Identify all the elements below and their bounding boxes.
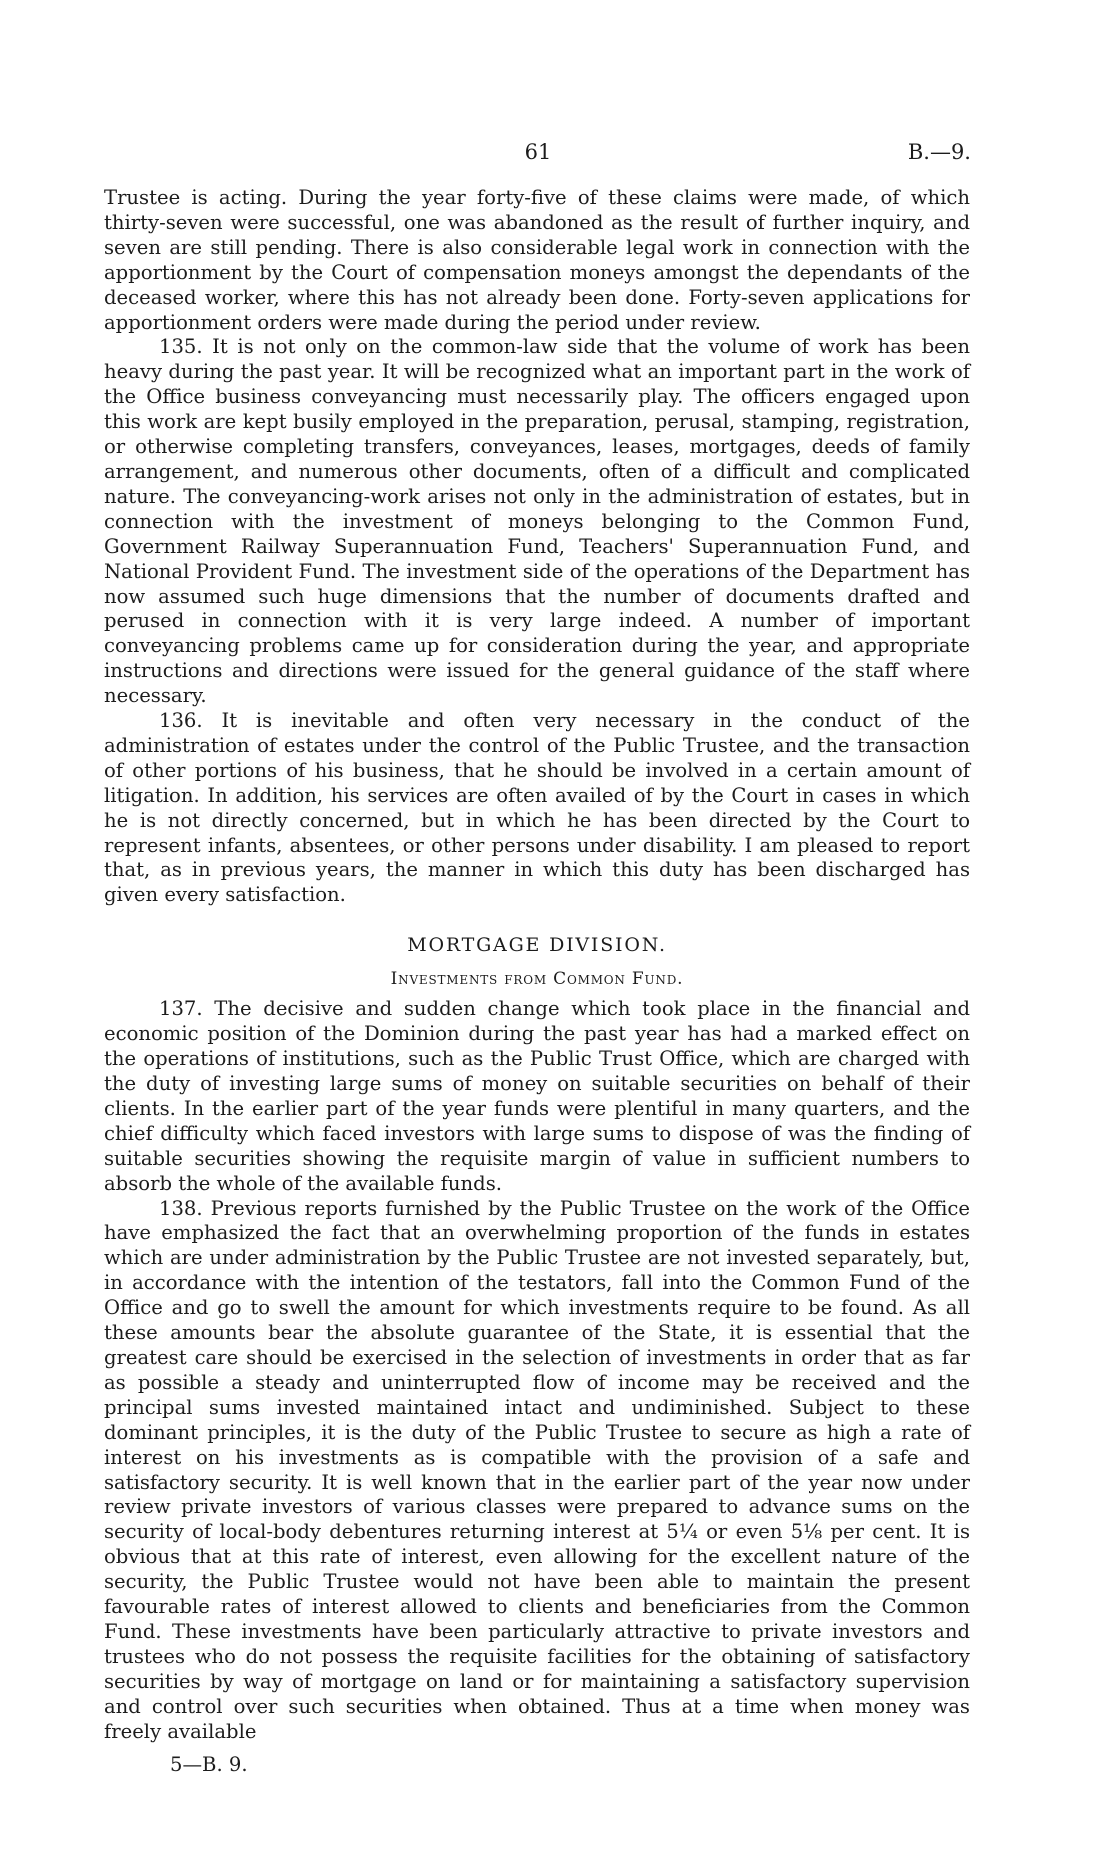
paragraph-134-continued: Trustee is acting. During the year forty-five of these claims were made, of which thirty-seven were successful, one was abandoned as the result of further inquiry, and seven are still pending. There is also considerable legal work in connection with the apportionment by the Court of compensation moneys amongst the dependants of the deceased worker, where this has not already been done. Forty-seven applications for apportionment orders were made during the period under review.: [104, 186, 970, 334]
division-heading: MORTGAGE DIVISION.: [407, 934, 667, 957]
body-text: [104, 186, 970, 1744]
document-reference: B.—9.: [907, 140, 971, 164]
paragraph-138: 138. Previous reports furnished by the Public Trustee on the work of the Office have emphasized the fact that an overwhelming proportion of the funds in estates which are under administration by the Public Trustee are not invested separately, but, in accordance with the intention of the testators, fall into the Common Fund of the Office and go to swell the amount for which investments require to be found. As all these amounts bear the absolute guarantee of the State, it is essential that the greatest care should be exercised in the selection of investments in order that as far as possible a steady and uninterrupted flow of income may be received and the principal sums invested maintained intact and undiminished. Subject to these dominant principles, it is the duty of the Public Trustee to secure as high a rate of interest on his investments as is compatible with the provision of a safe and satisfactory security. It is well known that in the earlier part of the year now under review private investors of various classes were prepared to advance sums on the security of local-body debentures returning interest at 5¼ or even 5⅛ per cent. It is obvious that at this rate of interest, even allowing for the excellent nature of the security, the Public Trustee would not have been able to maintain the present favourable rates of interest allowed to clients and beneficiaries from the Common Fund. These investments have been particularly attractive to private investors and trustees who do not possess the requisite facilities for the obtaining of satisfactory securities by way of mortgage on land or for maintaining a satisfactory supervision and control over such securities when obtained. Thus at a time when money was freely available: [104, 1196, 970, 1743]
paragraph-137: 137. The decisive and sudden change which took place in the financial and economic position of the Dominion during the past year has had a marked effect on the operations of institutions, such as the Public Trust Office, which are charged with the duty of investing large sums of money on suitable securities on behalf of their clients. In the earlier part of the year funds were plentiful in many quarters, and the chief difficulty which faced investors with large sums to dispose of was the finding of suitable securities showing the requisite margin of value in sufficient numbers to absorb the whole of the available funds.: [104, 997, 970, 1195]
page-header: [105, 140, 971, 170]
section-subheading: Investments from Common Fund.: [390, 969, 684, 990]
paragraph-135: 135. It is not only on the common-law side that the volume of work has been heavy during the past year. It will be recognized what an important part in the work of the Office business conveyancing must necessarily play. The officers engaged upon this work are kept busily employed in the preparation, perusal, stamping, registration, or otherwise completing transfers, conveyances, leases, mortgages, deeds of family arrangement, and numerous other documents, often of a difficult and complicated nature. The conveyancing-work arises not only in the administration of estates, but in connection with the investment of moneys belonging to the Common Fund, Government Railway Superannuation Fund, Teachers' Superannuation Fund, and National Provident Fund. The investment side of the operations of the Department has now assumed such huge dimensions that the number of documents drafted and perused in connection with it is very large indeed. A number of important conveyancing problems came up for consideration during the year, and appropriate instructions and directions were issued for the general guidance of the staff where necessary.: [104, 335, 970, 708]
footer-reference: 5—B. 9.: [170, 1753, 248, 1776]
paragraph-136: 136. It is inevitable and often very necessary in the conduct of the administration of estates under the control of the Public Trustee, and the transaction of other portions of his business, that he should be involved in a certain amount of litigation. In addition, his services are often availed of by the Court in cases in which he is not directly concerned, but in which he has been directed by the Court to represent infants, absentees, or other persons under disability. I am pleased to report that, as in previous years, the manner in which this duty has been discharged has given every satisfaction.: [104, 709, 970, 907]
page-number: 61: [524, 140, 552, 164]
